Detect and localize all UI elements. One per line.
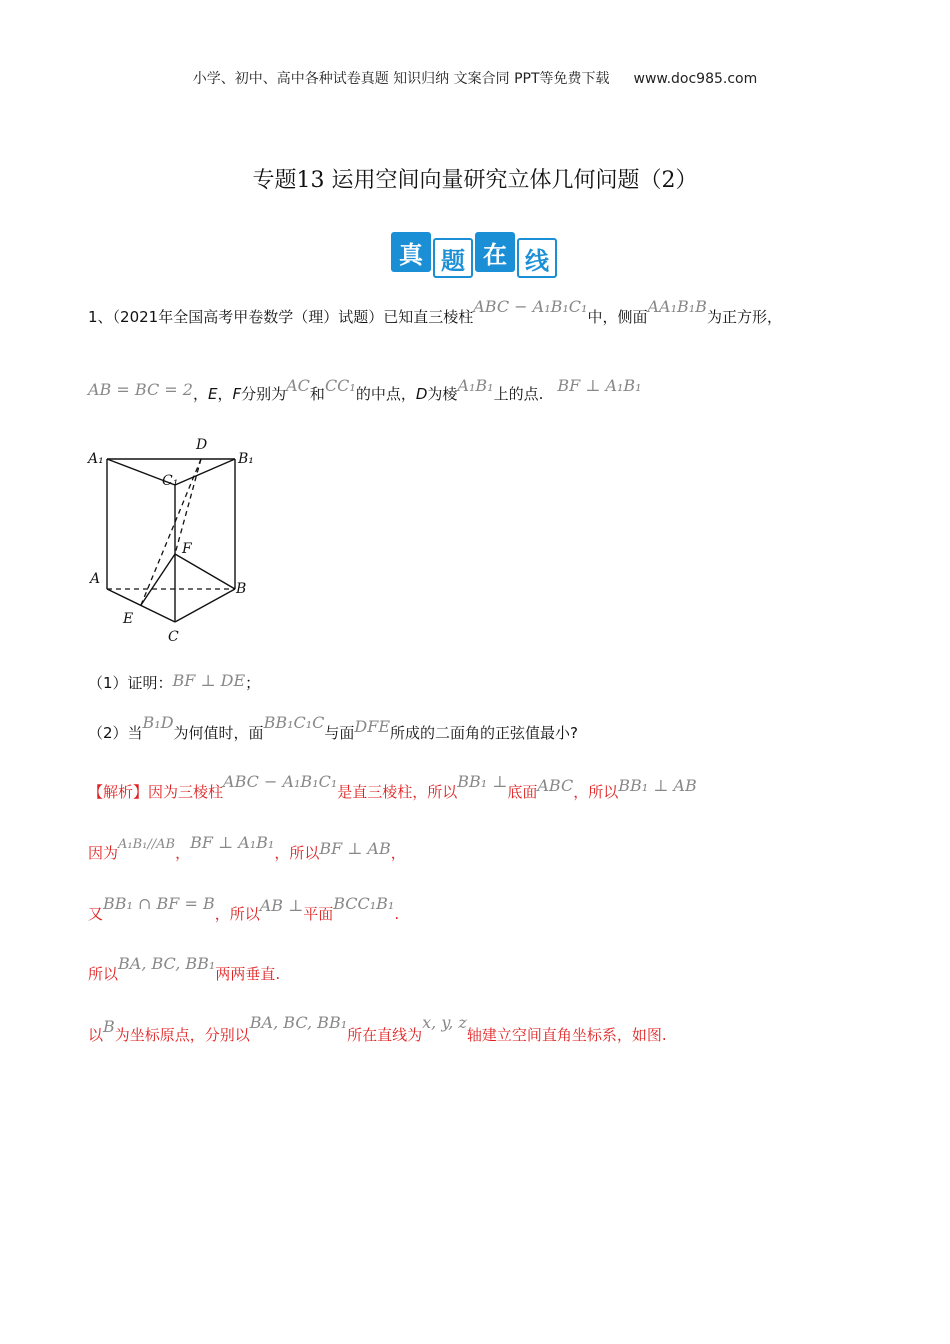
badge-char-3: 在 — [475, 232, 515, 272]
text: 又 — [88, 905, 104, 923]
text: 两两垂直. — [215, 965, 281, 983]
zhenti-zaixian-badge — [391, 232, 561, 278]
solution-line-1 — [88, 772, 697, 802]
solution-line-5 — [88, 1013, 667, 1045]
text: 为正方形， — [706, 308, 782, 326]
solution-line-4 — [88, 954, 281, 984]
text: 所以 — [88, 965, 119, 983]
point-e: E — [207, 385, 218, 403]
label-a: A — [90, 571, 101, 587]
prism-figure — [86, 433, 266, 652]
text: 和 — [309, 385, 325, 403]
math-a1b1: A₁B₁ — [457, 376, 494, 395]
badge-char-4: 线 — [517, 238, 557, 278]
solution-tag: 【解析】 — [88, 783, 149, 801]
text: 上的点. — [493, 385, 544, 403]
label-d: D — [196, 437, 208, 453]
math-ab-bc: AB = BC = 2 — [88, 380, 193, 399]
text: 的中点， — [355, 385, 416, 403]
page-header — [0, 68, 950, 88]
text: 因为三棱柱 — [148, 783, 224, 801]
math: BB₁ ⊥ AB — [618, 776, 697, 795]
math: BB₁ ∩ BF = B — [103, 894, 215, 913]
edge-ac — [107, 589, 175, 622]
math: ABC − A₁B₁C₁ — [223, 772, 338, 791]
point-f: F — [232, 385, 242, 403]
label-a1: A₁ — [88, 451, 104, 467]
math: BB₁ ⊥ — [457, 772, 508, 791]
math: A₁B₁//AB — [118, 837, 176, 852]
math: AB ⊥ — [259, 896, 304, 915]
text: 为何值时，面 — [173, 724, 264, 742]
text: ， — [175, 844, 191, 862]
text: ； — [245, 674, 261, 692]
point-d: D — [415, 385, 428, 403]
problem-intro: 1、（2021年全国高考甲卷数学（理）试题）已知直三棱柱 — [88, 308, 474, 326]
problem-line-1 — [88, 297, 782, 327]
math-cc1: CC₁ — [324, 376, 356, 395]
math: B — [103, 1017, 115, 1036]
text: 中，侧面 — [587, 308, 648, 326]
segment-df — [175, 459, 201, 554]
text: ， — [192, 385, 208, 403]
text: （2）当 — [88, 724, 143, 742]
text: 为坐标原点，分别以 — [114, 1026, 250, 1044]
header-url[interactable]: www.doc985.com — [633, 71, 758, 87]
text: 平面 — [303, 905, 334, 923]
edge-bc — [175, 589, 235, 622]
badge-char-1: 真 — [391, 232, 431, 272]
text: 是直三棱柱，所以 — [337, 783, 458, 801]
label-c: C — [168, 629, 179, 645]
text: ， — [217, 385, 233, 403]
math: BF ⊥ A₁B₁ — [190, 833, 275, 852]
text: 所在直线为 — [347, 1026, 423, 1044]
math: BA, BC, BB₁ — [249, 1013, 348, 1032]
math-ac: AC — [286, 376, 310, 395]
text: 轴建立空间直角坐标系，如图. — [466, 1026, 667, 1044]
label-e: E — [123, 611, 134, 627]
text: ，所以 — [214, 905, 260, 923]
math-face-bb1c1c: BB₁C₁C — [263, 713, 325, 732]
solution-line-3 — [88, 894, 400, 924]
label-b1: B₁ — [238, 451, 254, 467]
math-b1d: B₁D — [142, 713, 174, 732]
question-1 — [88, 672, 260, 693]
text: 为棱 — [427, 385, 458, 403]
text: 底面 — [507, 783, 538, 801]
label-b: B — [236, 581, 247, 597]
math: BA, BC, BB₁ — [118, 954, 216, 973]
solution-line-2 — [88, 833, 406, 863]
label-f: F — [182, 541, 192, 557]
math-bf-perp: BF ⊥ A₁B₁ — [557, 376, 642, 395]
text: 所成的二面角的正弦值最小? — [390, 724, 578, 742]
problem-line-2 — [88, 376, 642, 404]
text: 与面 — [324, 724, 355, 742]
math-face: AA₁B₁B — [647, 297, 707, 316]
question-2 — [88, 713, 578, 743]
badge-char-2: 题 — [433, 238, 473, 278]
text: ， — [390, 844, 406, 862]
text: （1）证明： — [88, 674, 173, 692]
segment-bf — [175, 554, 235, 589]
text: ，所以 — [274, 844, 320, 862]
math-prism: ABC − A₁B₁C₁ — [473, 297, 588, 316]
math-dfe: DFE — [354, 717, 391, 736]
segment-fe — [141, 554, 175, 605]
page-title: 专题13 运用空间向量研究立体几何问题（2） — [252, 168, 698, 193]
prism-diagram — [86, 433, 266, 648]
edge-b1c1 — [175, 459, 235, 485]
text: . — [394, 905, 400, 923]
text: 以 — [88, 1026, 104, 1044]
text: 分别为 — [241, 385, 287, 403]
math: BF ⊥ AB — [319, 839, 391, 858]
header-text: 小学、初中、高中各种试卷真题 知识归纳 文案合同 PPT等免费下载 — [192, 71, 610, 87]
math: x, y, z — [422, 1013, 467, 1032]
math: BCC₁B₁ — [333, 894, 395, 913]
math-bf-de: BF ⊥ DE — [172, 671, 246, 690]
text: ，所以 — [573, 783, 619, 801]
label-c1: C₁ — [162, 473, 179, 489]
math: ABC — [537, 776, 574, 795]
text: 因为 — [88, 844, 119, 862]
